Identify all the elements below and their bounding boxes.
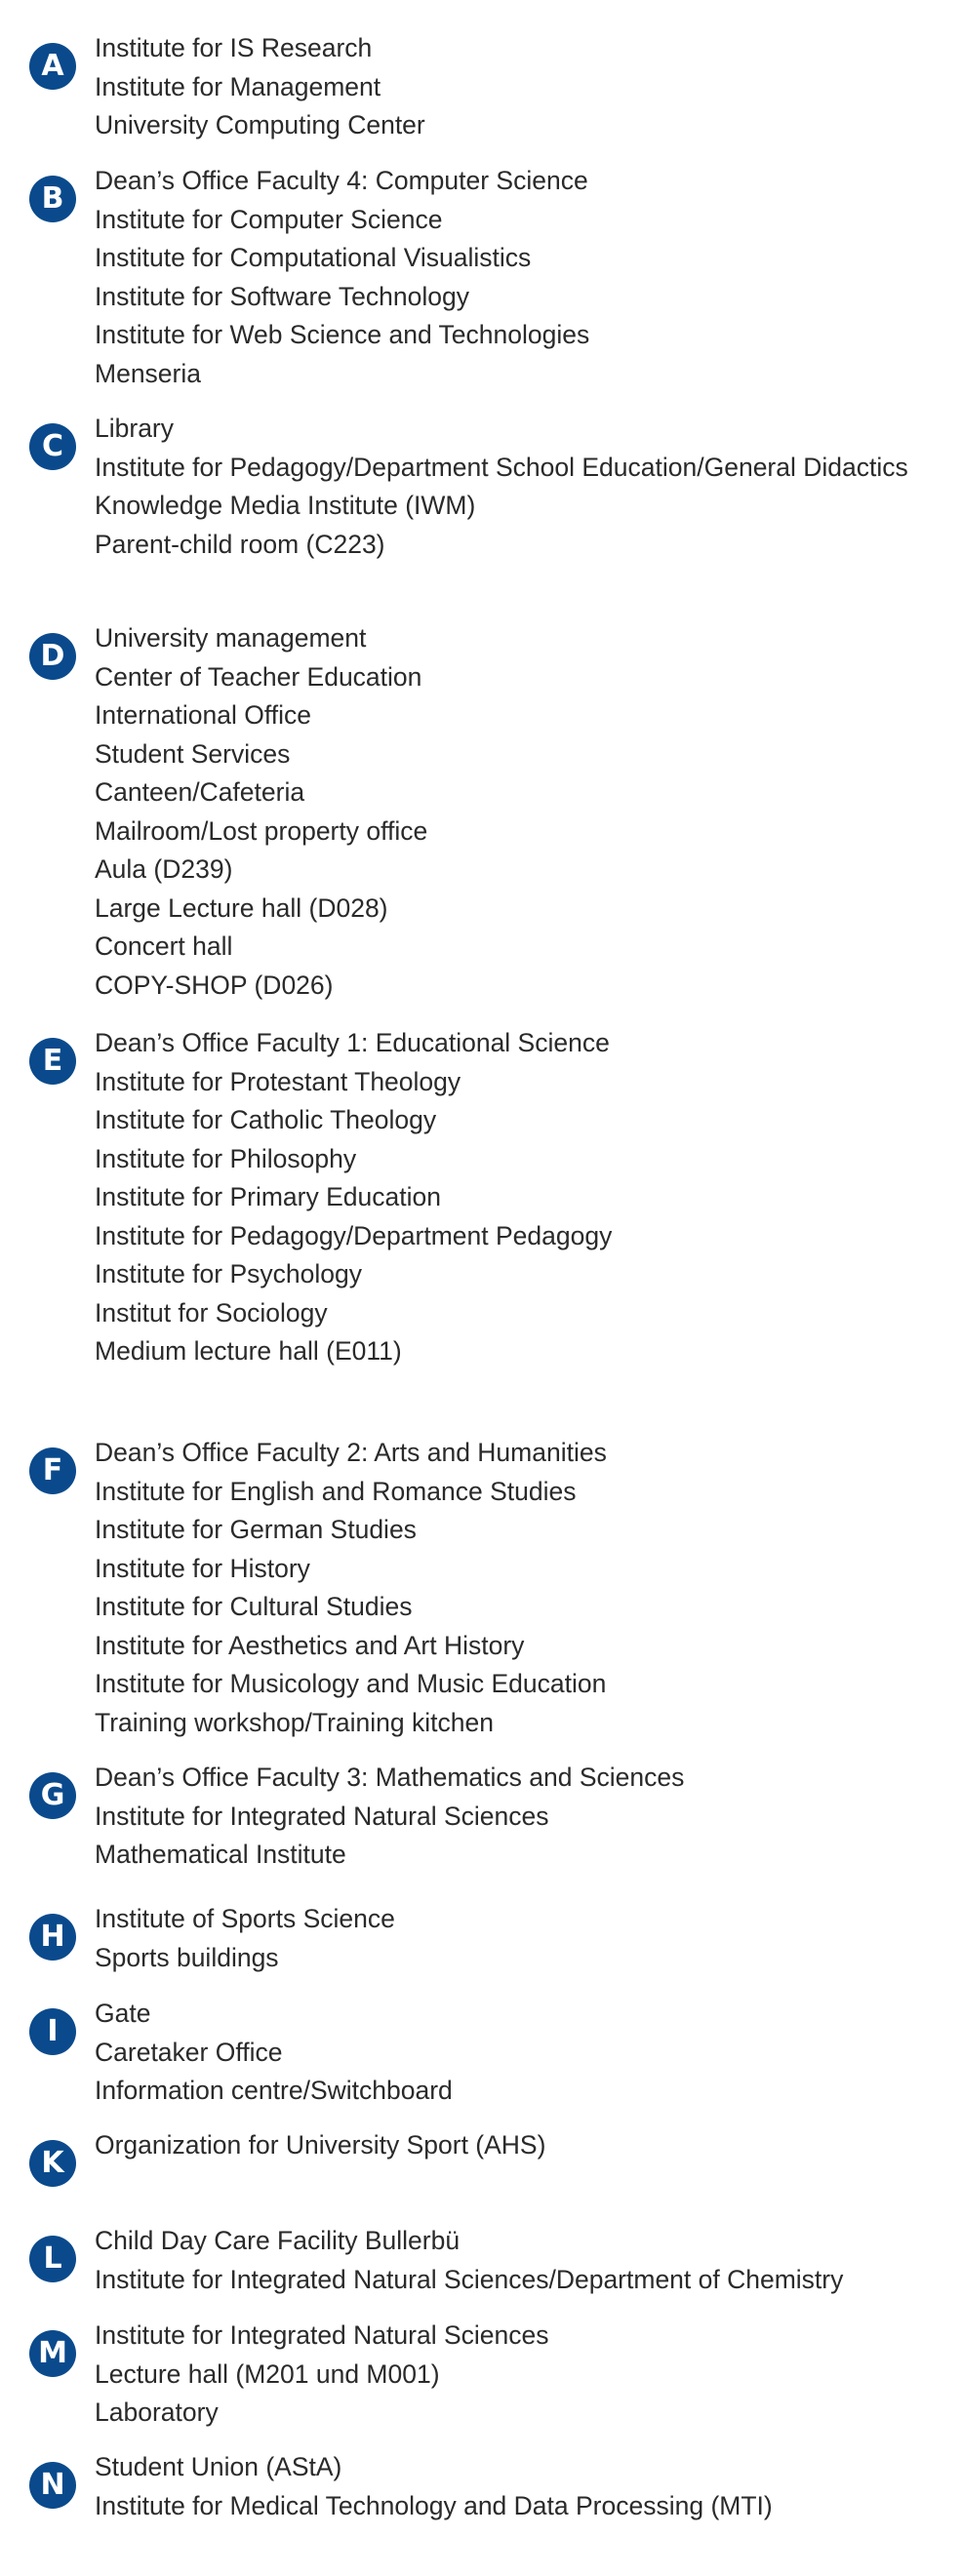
building-letter-badge: L (29, 2236, 76, 2282)
facility-item: Mathematical Institute (95, 1840, 346, 1869)
facility-item: Institute of Sports Science (95, 1904, 395, 1933)
facility-item: Center of Teacher Education (95, 661, 422, 692)
building-letter-badge: K (29, 2140, 76, 2187)
building-letter-badge: I (29, 2008, 76, 2055)
building-letter-badge: G (29, 1772, 76, 1819)
facility-item: Institute for Musicology and Music Education (95, 1669, 607, 1698)
facility-item: Institute for Catholic Theology (95, 1105, 437, 1134)
facility-item: Institute for History (95, 1553, 310, 1583)
facility-item: Institute for German Studies (95, 1515, 417, 1544)
facility-item: Institute for Integrated Natural Sciences (95, 2320, 549, 2350)
building-facility-list (95, 1434, 943, 1742)
facility-item: Institute for Medical Technology and Data Processing (MTI) (95, 2490, 773, 2520)
facility-item: Institute for Philosophy (95, 1143, 357, 1173)
facility-item: Institute for Psychology (95, 1259, 362, 1288)
facility-item: University management (95, 623, 367, 653)
building-facility-list (95, 2448, 943, 2525)
building-facility-list (95, 2126, 943, 2165)
facility-item: Gate (95, 1999, 151, 2028)
facility-item: Institute for Integrated Natural Sciences/Department of Chemistry (95, 2264, 844, 2294)
building-letter-badge: M (29, 2330, 76, 2377)
facility-item: COPY-SHOP (D026) (95, 970, 334, 1000)
facility-item: Institute for English and Romance Studies (95, 1476, 577, 1506)
facility-item: Aula (D239) (95, 854, 233, 884)
facility-item: Canteen/Cafeteria (95, 777, 305, 807)
facility-item: Dean’s Office Faculty 2: Arts and Humanities (95, 1438, 607, 1467)
facility-item: Library (95, 414, 175, 443)
facility-item: Institute for Integrated Natural Sciences (95, 1801, 549, 1831)
facility-item: Parent-child room (C223) (95, 529, 385, 559)
building-letter-badge: F (29, 1447, 76, 1494)
facility-item: Institute for Management (95, 71, 381, 101)
building-facility-list (95, 1759, 943, 1875)
facility-item: Large Lecture hall (D028) (95, 892, 388, 923)
facility-item: Knowledge Media Institute (IWM) (95, 491, 476, 520)
facility-item: Sports buildings (95, 1942, 279, 1972)
facility-item: Student Union (AStA) (95, 2452, 342, 2481)
building-facility-list (95, 1995, 943, 2111)
facility-item: Institute for Web Science and Technologies (95, 320, 590, 349)
building-letter-badge: E (29, 1038, 76, 1085)
facility-item: Institute for Computational Visualistics (95, 243, 532, 272)
building-facility-list (95, 2222, 943, 2299)
building-facility-list (95, 619, 943, 1005)
facility-item: Institute for Pedagogy/Department School Education/General Didactics (95, 452, 908, 482)
facility-item: Medium lecture hall (E011) (95, 1336, 402, 1366)
building-facility-list (95, 1024, 943, 1371)
facility-item: Institut for Sociology (95, 1297, 328, 1328)
facility-item: Institute for Computer Science (95, 204, 443, 234)
building-letter-badge: C (29, 423, 76, 470)
facility-item: Dean’s Office Faculty 1: Educational Science (95, 1028, 610, 1057)
facility-item: International Office (95, 700, 311, 730)
facility-item: Dean’s Office Faculty 3: Mathematics and Sciences (95, 1763, 685, 1792)
facility-item: Laboratory (95, 2398, 219, 2427)
facility-item: Lecture hall (M201 und M001) (95, 2358, 440, 2389)
building-facility-list (95, 2317, 943, 2433)
facility-item: Institute for Cultural Studies (95, 1592, 413, 1621)
facility-item: Institute for IS Research (95, 33, 373, 62)
building-letter-badge: D (29, 633, 76, 680)
building-letter-badge: N (29, 2462, 76, 2509)
facility-item: Student Services (95, 738, 291, 769)
facility-item: Caretaker Office (95, 2037, 283, 2067)
facility-item: Dean’s Office Faculty 4: Computer Science (95, 166, 588, 195)
facility-item: University Computing Center (95, 110, 425, 139)
building-letter-badge: A (29, 43, 76, 90)
building-letter-badge: H (29, 1914, 76, 1961)
building-facility-list (95, 29, 943, 145)
facility-item: Institute for Software Technology (95, 281, 469, 311)
building-facility-list (95, 162, 943, 393)
facility-item: Institute for Aesthetics and Art History (95, 1630, 525, 1660)
facility-item: Menseria (95, 358, 201, 388)
facility-item: Organization for University Sport (AHS) (95, 2130, 546, 2160)
facility-item: Mailroom/Lost property office (95, 815, 428, 846)
facility-item: Institute for Protestant Theology (95, 1066, 461, 1096)
building-letter-badge: B (29, 176, 76, 222)
facility-item: Training workshop/Training kitchen (95, 1707, 494, 1737)
building-facility-list (95, 1900, 943, 1977)
facility-item: Institute for Primary Education (95, 1182, 441, 1211)
building-facility-list (95, 410, 943, 564)
facility-item: Information centre/Switchboard (95, 2076, 453, 2105)
facility-item: Concert hall (95, 931, 233, 961)
facility-item: Institute for Pedagogy/Department Pedagogy (95, 1220, 613, 1250)
facility-item: Child Day Care Facility Bullerbü (95, 2226, 461, 2255)
